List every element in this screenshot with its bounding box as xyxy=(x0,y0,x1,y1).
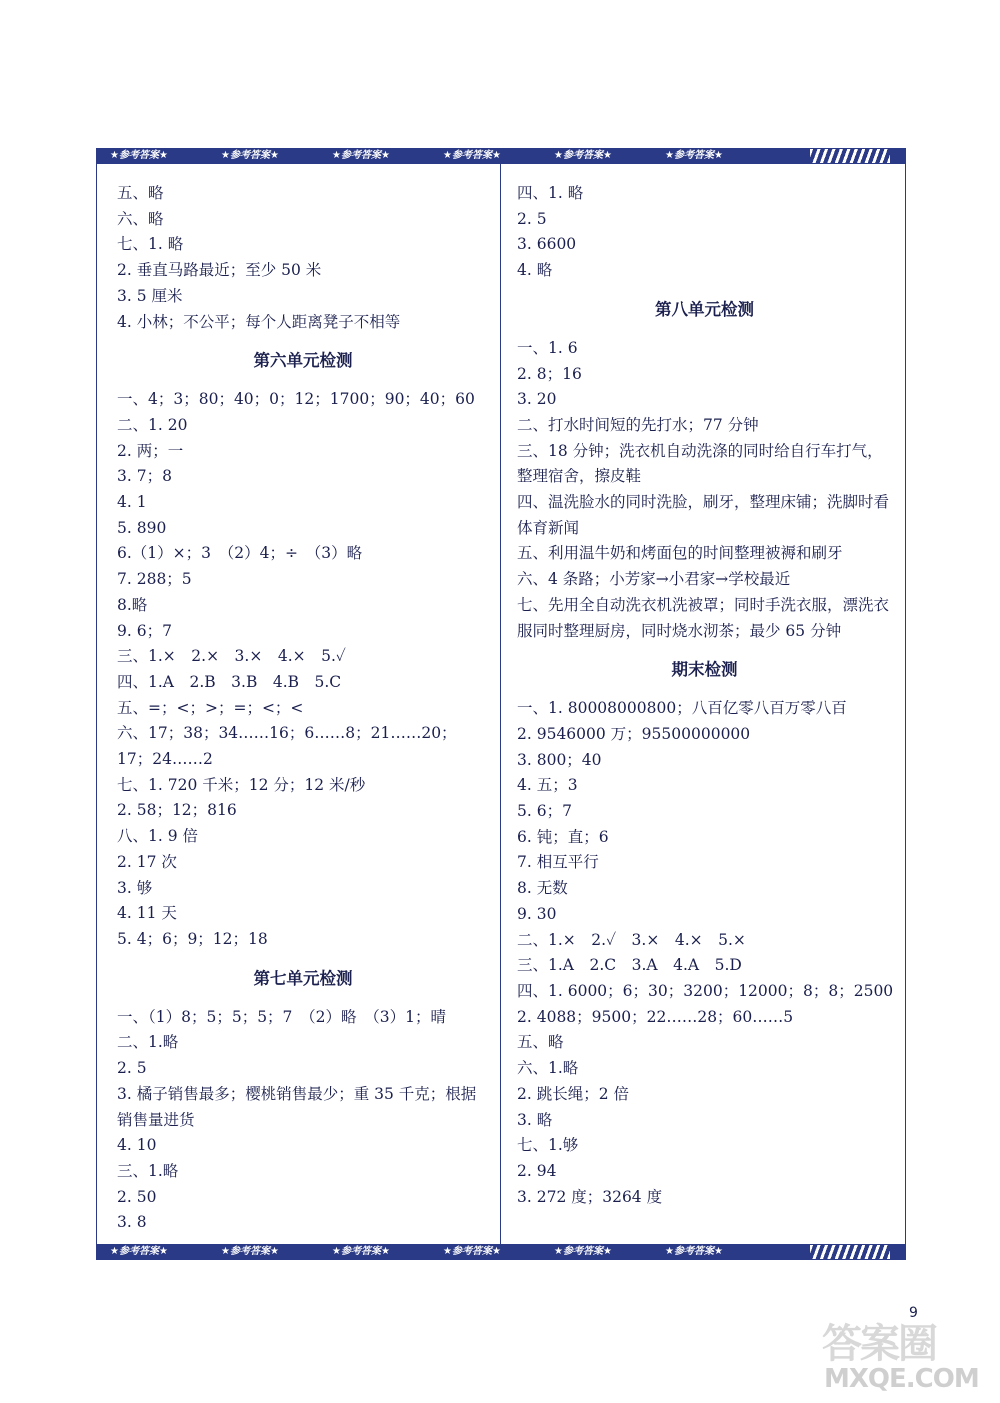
bottom-banner xyxy=(96,1244,906,1260)
banner-tag: ★参考答案★ xyxy=(221,150,279,161)
section-heading: 期末检测 xyxy=(671,660,738,680)
answer-line: 3. 5 厘米 xyxy=(117,286,183,305)
right-column xyxy=(517,181,892,1210)
answer-line: 四、温洗脸水的同时洗脸，刷牙，整理床铺；洗脚时看体育新闻 xyxy=(517,493,890,537)
answer-line: 三、1.略 xyxy=(117,1161,179,1180)
answer-line: 4. 略 xyxy=(517,261,553,280)
answer-line: 2. 5 xyxy=(117,1059,147,1078)
answer-line: 五、=；<；>；=；<；< xyxy=(117,698,304,717)
answer-line: 2. 跳长绳；2 倍 xyxy=(517,1084,630,1103)
banner-tag: ★参考答案★ xyxy=(110,1246,168,1257)
answer-line: 3. 800；40 xyxy=(517,750,602,769)
answer-line: 七、1. 720 千米；12 分；12 米/秒 xyxy=(117,775,366,794)
answer-line: 2. 8；16 xyxy=(517,364,582,383)
banner-tag: ★参考答案★ xyxy=(221,1246,279,1257)
answer-line: 3. 橘子销售最多；樱桃销售最少；重 35 千克；根据销售量进货 xyxy=(117,1084,477,1129)
answer-line: 4. 11 天 xyxy=(117,904,177,923)
answer-line: 一、4；3；80；40；0；12；1700；90；40；60 xyxy=(117,390,475,409)
answer-line: 3. 6600 xyxy=(517,235,577,254)
answer-line: 5. 890 xyxy=(117,518,167,537)
banner-tag: ★参考答案★ xyxy=(110,150,168,161)
answer-line: 6. 钝；直；6 xyxy=(517,827,609,846)
answer-line: 7. 288；5 xyxy=(117,570,192,589)
answer-line: 八、1. 9 倍 xyxy=(117,827,199,846)
answer-line: 五、略 xyxy=(517,1033,564,1052)
answer-line: 7. 相互平行 xyxy=(517,853,599,872)
answer-line: 2. 9546000 万；95500000000 xyxy=(517,724,751,743)
answer-line: 5. 6；7 xyxy=(517,802,572,821)
watermark-logo xyxy=(822,1312,992,1398)
answer-line: 6.（1）×；3 （2）4；÷ （3）略 xyxy=(117,544,363,563)
answer-line: 3. 272 度；3264 度 xyxy=(517,1187,663,1206)
banner-stripes xyxy=(810,149,890,163)
banner-tag: ★参考答案★ xyxy=(443,150,501,161)
answer-line: 六、略 xyxy=(117,209,164,228)
answer-line: 五、利用温牛奶和烤面包的时间整理被褥和刷牙 xyxy=(517,544,843,563)
answer-line: 2. 两；一 xyxy=(117,441,184,460)
answer-line: 3. 够 xyxy=(117,878,153,897)
answer-line: 二、1. 20 xyxy=(117,415,188,434)
banner-tag: ★参考答案★ xyxy=(554,150,612,161)
section-heading: 第六单元检测 xyxy=(253,351,353,371)
answer-line: 3. 7；8 xyxy=(117,467,172,486)
answer-line: 二、1.× 2.✓ 3.× 4.× 5.× xyxy=(517,930,746,949)
answer-line: 5. 4；6；9；12；18 xyxy=(117,929,268,948)
answer-line: 2. 17 次 xyxy=(117,852,177,871)
banner-tag: ★参考答案★ xyxy=(554,1246,612,1257)
section-heading: 第七单元检测 xyxy=(253,968,353,988)
answer-line: 七、先用全自动洗衣机洗被罩；同时手洗衣服，漂洗衣服同时整理厨房，同时烧水沏茶；最少 65 分钟 xyxy=(517,595,890,640)
banner-tag: ★参考答案★ xyxy=(332,1246,390,1257)
answer-line: 二、打水时间短的先打水；77 分钟 xyxy=(517,415,759,434)
answer-line: 2. 50 xyxy=(117,1187,157,1206)
answer-line: 二、1.略 xyxy=(117,1033,179,1052)
answer-line: 六、4 条路；小芳家→小君家→学校最近 xyxy=(517,570,791,589)
banner-tag: ★参考答案★ xyxy=(665,150,723,161)
banner-tag: ★参考答案★ xyxy=(665,1246,723,1257)
answer-line: 一、1. 80008000800；八百亿零八百万零八百 xyxy=(517,699,847,718)
answer-line: 七、1. 略 xyxy=(117,235,184,254)
answer-line: 4. 小林；不公平；每个人距离凳子不相等 xyxy=(117,312,401,331)
answer-line: 8. 无数 xyxy=(517,879,568,898)
answer-line: 三、1.A 2.C 3.A 4.A 5.D xyxy=(517,956,742,975)
column-divider xyxy=(500,164,501,1244)
answer-line: 六、17；38；34……16；6……8；21……20；17；24……2 xyxy=(117,724,457,769)
answer-line: 2. 94 xyxy=(517,1161,557,1180)
page-number: 9 xyxy=(909,1305,918,1321)
answer-line: 3. 8 xyxy=(117,1213,147,1232)
answer-line: 9. 30 xyxy=(517,904,557,923)
answer-line: 一、1. 6 xyxy=(517,338,578,357)
answer-line: 2. 垂直马路最近；至少 50 米 xyxy=(117,261,322,280)
answer-line: 3. 20 xyxy=(517,390,557,409)
answer-line: 四、1.A 2.B 3.B 4.B 5.C xyxy=(117,672,342,691)
answer-line: 4. 五；3 xyxy=(517,776,578,795)
answer-line: 9. 6；7 xyxy=(117,621,172,640)
answer-line: 3. 略 xyxy=(517,1110,553,1129)
answer-line: 七、1.够 xyxy=(517,1136,579,1155)
answer-line: 2. 58；12；816 xyxy=(117,801,237,820)
banner-stripes xyxy=(810,1245,890,1259)
answer-line: 四、1. 6000；6；30；3200；12000；8；8；2500 xyxy=(517,981,894,1000)
banner-tag: ★参考答案★ xyxy=(332,150,390,161)
top-banner xyxy=(96,148,906,164)
answer-line: 2. 5 xyxy=(517,209,547,228)
watermark-url: MXQE.COM xyxy=(824,1364,979,1394)
answer-line: 4. 10 xyxy=(117,1136,157,1155)
answer-line: 4. 1 xyxy=(117,493,147,512)
answer-line: 三、18 分钟；洗衣机自动洗涤的同时给自行车打气，整理宿舍，擦皮鞋 xyxy=(517,441,883,486)
answer-line: 四、1. 略 xyxy=(517,184,584,202)
answer-line: 五、略 xyxy=(117,184,164,202)
answer-line: 六、1.略 xyxy=(517,1059,579,1078)
left-column xyxy=(117,181,489,1236)
answer-line: 三、1.× 2.× 3.× 4.× 5.✓ xyxy=(117,647,346,666)
banner-tag: ★参考答案★ xyxy=(443,1246,501,1257)
watermark-logo-text: 答案圈 xyxy=(822,1321,936,1367)
answer-line: 2. 4088；9500；22……28；60……5 xyxy=(517,1007,794,1026)
answer-line: 8.略 xyxy=(117,595,148,614)
section-heading: 第八单元检测 xyxy=(655,299,754,319)
answer-line: 一、（1）8；5；5；5；7 （2）略 （3）1；晴 xyxy=(117,1007,447,1026)
